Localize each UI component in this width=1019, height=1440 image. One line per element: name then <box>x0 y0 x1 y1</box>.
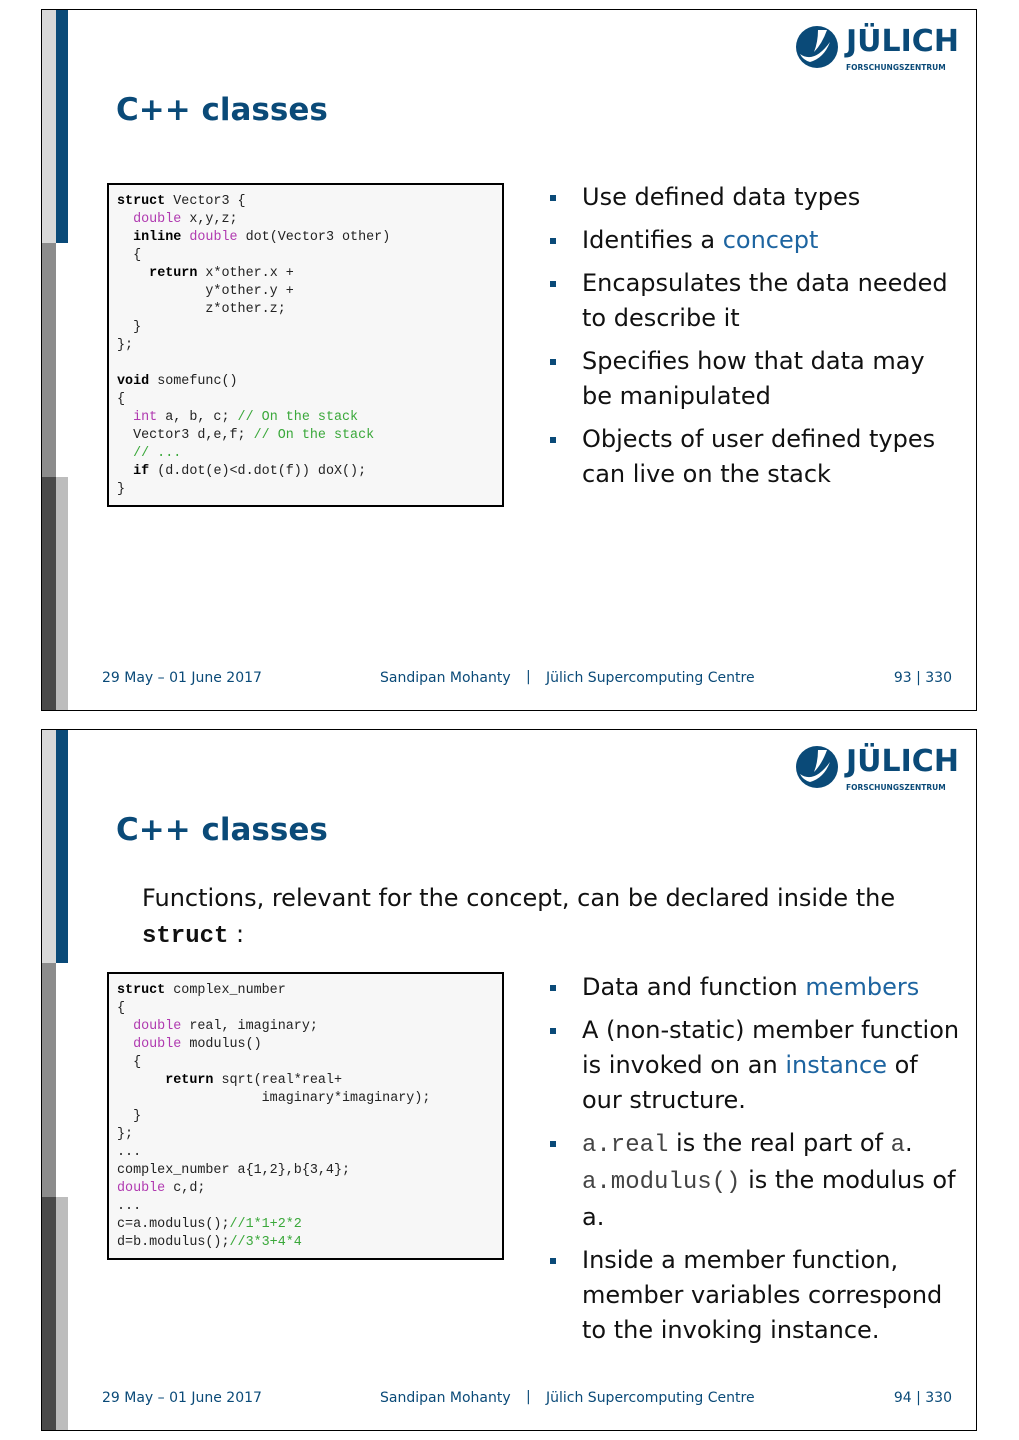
bullet-square-icon <box>550 1028 556 1034</box>
code-token: Vector3 d,e,f; <box>117 428 254 443</box>
code-token: } <box>117 482 126 497</box>
code-token: // On the stack <box>237 410 359 425</box>
code-token <box>117 1073 165 1088</box>
footer <box>42 670 976 692</box>
code-listing <box>117 982 502 1252</box>
code-token: struct <box>117 983 166 998</box>
code-token: }; <box>117 338 134 353</box>
code-token: struct <box>117 194 166 209</box>
bullet-square-icon <box>550 281 556 287</box>
bullet-text: a.real <box>582 1132 669 1159</box>
code-token: d=b.modulus(); <box>117 1235 230 1250</box>
code-token: complex_number <box>165 983 286 998</box>
code-line <box>117 392 125 407</box>
bullet-text: concept <box>722 226 819 254</box>
logo-subtitle: FORSCHUNGSZENTRUM <box>846 63 946 72</box>
intro-sentence: Functions, relevant for the concept, can be declared inside the <box>142 884 896 912</box>
logo-subtitle: FORSCHUNGSZENTRUM <box>846 783 946 792</box>
logo-wordmark: JÜLICH <box>846 744 959 779</box>
code-line <box>117 374 238 389</box>
code-token: ... <box>117 1145 142 1160</box>
bullet-text: a.modulus() <box>582 1169 741 1196</box>
bullet-square-icon <box>550 195 556 201</box>
code-line <box>117 1217 302 1232</box>
code-token <box>117 410 133 425</box>
bullet-square-icon <box>550 437 556 443</box>
bullet-item <box>542 1013 962 1118</box>
bullet-text: Use defined data types <box>582 183 861 211</box>
code-token <box>117 1019 133 1034</box>
code-token: void <box>117 374 150 389</box>
code-block <box>107 972 504 1260</box>
code-line <box>117 320 141 335</box>
code-token: { <box>117 1055 142 1070</box>
code-line <box>117 1055 141 1070</box>
code-token: double <box>189 230 238 245</box>
julich-logo <box>794 742 959 794</box>
code-line <box>117 1019 318 1034</box>
code-line <box>117 1145 141 1160</box>
code-token: c,d; <box>165 1181 206 1196</box>
bullet-text: Objects of user defined types can live on the stack <box>582 425 936 488</box>
bullet-item <box>542 344 962 414</box>
footer-separator: | <box>526 669 531 685</box>
footer-author: Sandipan Mohanty <box>380 670 511 686</box>
intro-text <box>142 880 942 955</box>
bullet-list <box>542 970 962 1356</box>
code-line <box>117 1181 205 1196</box>
code-token: a, b, c; <box>157 410 238 425</box>
intro-suffix: : <box>228 920 245 948</box>
code-token: { <box>117 392 126 407</box>
code-token: double <box>133 1037 182 1052</box>
code-line <box>117 1091 430 1106</box>
code-token: { <box>117 248 142 263</box>
bullet-item <box>542 422 962 492</box>
bullet-text: of our structure. <box>582 1051 918 1114</box>
code-token: y*other.y + <box>117 284 294 299</box>
code-token: // On the stack <box>253 428 375 443</box>
bullet-text: . <box>905 1129 913 1157</box>
footer-institute: Jülich Supercomputing Centre <box>546 670 755 686</box>
bullet-square-icon <box>550 359 556 365</box>
code-line <box>117 338 133 353</box>
code-token: x,y,z; <box>181 212 238 227</box>
code-line <box>117 446 181 461</box>
code-line <box>117 1001 125 1016</box>
code-line <box>117 428 374 443</box>
code-line <box>117 212 238 227</box>
bullet-text: A (non-static) member function is invoked on an <box>582 1016 960 1079</box>
code-token: sqrt(real*real+ <box>213 1073 343 1088</box>
code-line <box>117 983 286 998</box>
code-token <box>117 230 133 245</box>
slide-93 <box>41 9 977 711</box>
code-line <box>117 1235 302 1250</box>
code-token <box>117 464 133 479</box>
code-block <box>107 183 504 507</box>
code-line <box>117 410 358 425</box>
code-token <box>117 1037 133 1052</box>
code-line <box>117 194 246 209</box>
bullet-item <box>542 266 962 336</box>
code-line <box>117 302 286 317</box>
code-token: return <box>149 266 198 281</box>
code-listing <box>117 193 502 499</box>
code-token: c=a.modulus(); <box>117 1217 230 1232</box>
bullet-square-icon <box>550 1141 556 1147</box>
bullet-text: instance <box>785 1051 887 1079</box>
code-token: return <box>165 1073 214 1088</box>
julich-emblem-icon <box>794 24 840 70</box>
sidebar-stripe <box>42 730 68 1430</box>
bullet-square-icon <box>550 1258 556 1264</box>
code-token: double <box>133 212 182 227</box>
logo-wordmark: JÜLICH <box>846 24 959 59</box>
code-token: complex_number a{1,2},b{3,4}; <box>117 1163 351 1178</box>
code-line <box>117 464 366 479</box>
slide-94 <box>41 729 977 1431</box>
code-token: ... <box>117 1199 142 1214</box>
julich-logo <box>794 22 959 74</box>
bullet-text: Data and function <box>582 973 806 1001</box>
code-token: if <box>133 464 150 479</box>
slide-title: C++ classes <box>116 812 328 848</box>
code-token: double <box>117 1181 166 1196</box>
footer <box>42 1390 976 1412</box>
bullet-item <box>542 1243 962 1348</box>
code-line <box>117 230 390 245</box>
code-token: //3*3+4*4 <box>229 1235 302 1250</box>
bullet-item <box>542 180 962 215</box>
slide-title: C++ classes <box>116 92 328 128</box>
code-token <box>117 212 133 227</box>
code-token: real, imaginary; <box>181 1019 318 1034</box>
code-token: dot(Vector3 other) <box>237 230 391 245</box>
bullet-text: Specifies how that data may be manipulated <box>582 347 925 410</box>
bullet-text: Inside a member function, member variables correspond to the invoking instance. <box>582 1246 943 1344</box>
code-line <box>117 266 294 281</box>
code-token: Vector3 { <box>165 194 246 209</box>
code-token: z*other.z; <box>117 302 286 317</box>
code-token: somefunc() <box>149 374 238 389</box>
code-token: inline <box>133 230 182 245</box>
code-token: { <box>117 1001 126 1016</box>
footer-author: Sandipan Mohanty <box>380 1390 511 1406</box>
code-line <box>117 1073 342 1088</box>
intro-keyword: struct <box>142 923 229 950</box>
bullet-text: is the modulus of a. <box>582 1166 956 1231</box>
footer-institute: Jülich Supercomputing Centre <box>546 1390 755 1406</box>
bullet-text: Encapsulates the data needed to describe it <box>582 269 948 332</box>
code-line <box>117 1109 141 1124</box>
code-token: } <box>117 320 142 335</box>
bullet-item <box>542 970 962 1005</box>
code-line <box>117 284 294 299</box>
bullet-item <box>542 1126 962 1235</box>
code-token: // ... <box>133 446 182 461</box>
code-token: }; <box>117 1127 134 1142</box>
code-line <box>117 248 141 263</box>
bullet-text: Identifies a <box>582 226 723 254</box>
code-token: //1*1+2*2 <box>229 1217 302 1232</box>
code-token <box>117 446 133 461</box>
sidebar-stripe <box>42 10 68 710</box>
code-token: modulus() <box>181 1037 262 1052</box>
code-line <box>117 1127 133 1142</box>
bullet-square-icon <box>550 985 556 991</box>
footer-date: 29 May – 01 June 2017 <box>102 670 262 686</box>
bullet-square-icon <box>550 238 556 244</box>
code-line <box>117 1163 350 1178</box>
bullet-text: members <box>805 973 920 1001</box>
code-token: double <box>133 1019 182 1034</box>
code-token: int <box>133 410 158 425</box>
code-token: } <box>117 1109 142 1124</box>
footer-page-number: 93 | 330 <box>893 670 952 686</box>
bullet-text: a <box>890 1132 905 1159</box>
code-line <box>117 1037 262 1052</box>
footer-page-number: 94 | 330 <box>893 1390 952 1406</box>
bullet-list <box>542 180 962 500</box>
code-token <box>117 266 149 281</box>
bullet-text: is the real part of <box>668 1129 891 1157</box>
code-token: imaginary*imaginary); <box>117 1091 431 1106</box>
bullet-item <box>542 223 962 258</box>
code-line <box>117 1199 141 1214</box>
julich-emblem-icon <box>794 744 840 790</box>
code-token: (d.dot(e)<d.dot(f)) doX(); <box>149 464 367 479</box>
footer-date: 29 May – 01 June 2017 <box>102 1390 262 1406</box>
code-token: x*other.x + <box>197 266 294 281</box>
code-line <box>117 482 125 497</box>
footer-separator: | <box>526 1389 531 1405</box>
